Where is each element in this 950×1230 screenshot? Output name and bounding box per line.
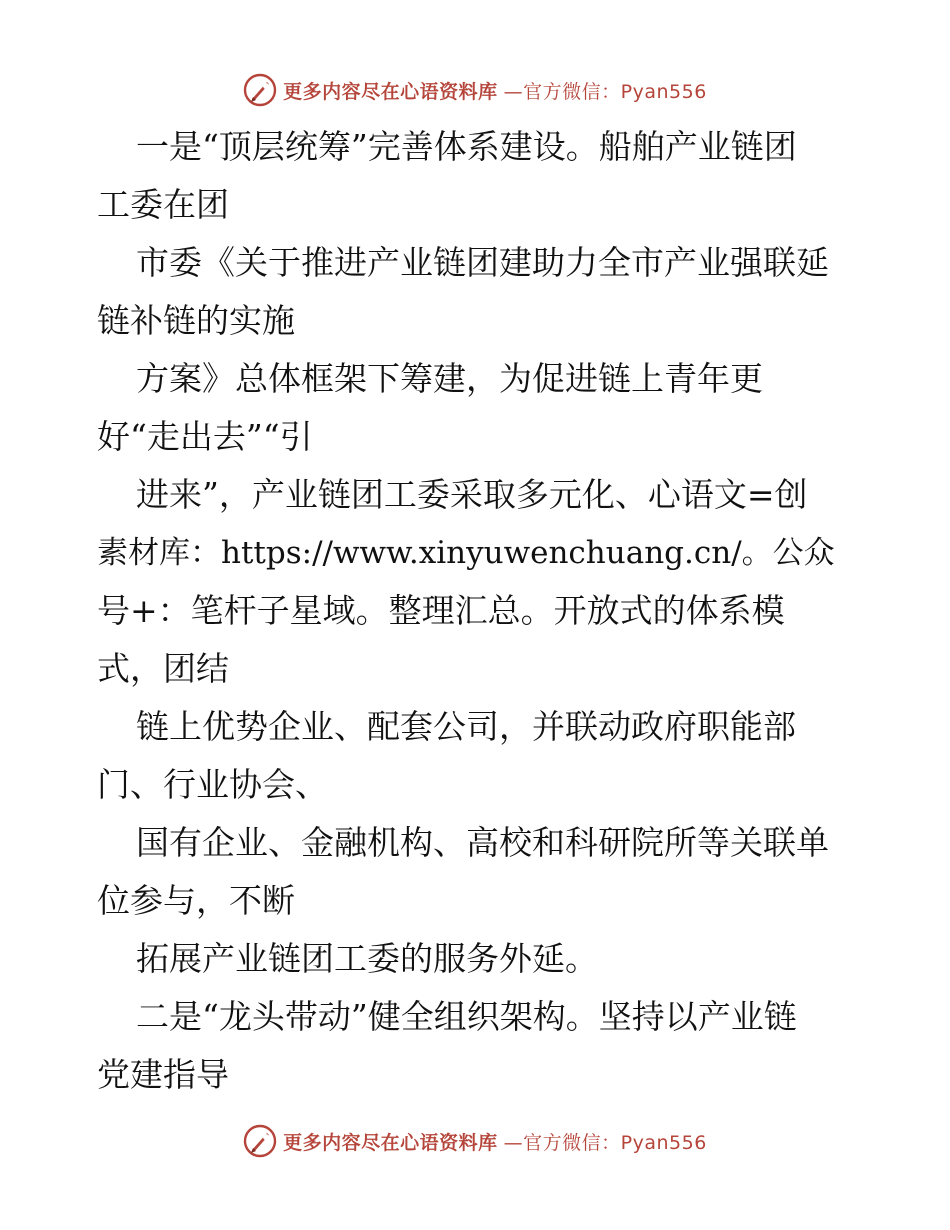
body-line: 拓展产业链团工委的服务外延。 xyxy=(136,939,598,978)
watermark-brand-text: 更多内容尽在心语资料库 xyxy=(283,80,498,103)
body-line: 工委在团 xyxy=(97,185,229,224)
watermark-contact-text: —官方微信：Pyan556 xyxy=(503,1131,707,1154)
watermark-brand-text: 更多内容尽在心语资料库 xyxy=(283,1131,498,1154)
body-line: 国有企业、金融机构、高校和科研院所等关联单 xyxy=(136,823,829,862)
body-line: 一是“顶层统筹”完善体系建设。船舶产业链团 xyxy=(136,127,797,166)
quill-pen-icon xyxy=(243,73,277,107)
body-line: 门、行业协会、 xyxy=(97,765,328,804)
body-line: 号+：笔杆子星域。整理汇总。开放式的体系模 xyxy=(97,591,785,630)
body-line: 方案》总体框架下筹建，为促进链上青年更 xyxy=(136,359,763,398)
body-line: 素材库：https://www.xinyuwenchuang.cn/。公众 xyxy=(97,535,835,571)
body-line: 好“走出去”“引 xyxy=(97,417,313,456)
document-body xyxy=(97,118,857,1104)
watermark-contact-text: —官方微信：Pyan556 xyxy=(503,80,707,103)
body-line: 二是“龙头带动”健全组织架构。坚持以产业链 xyxy=(136,997,797,1036)
header-watermark xyxy=(0,70,950,110)
body-line: 进来”，产业链团工委采取多元化、心语文=创 xyxy=(136,475,808,514)
footer-watermark xyxy=(0,1121,950,1161)
body-line: 式，团结 xyxy=(97,649,229,688)
body-line: 链补链的实施 xyxy=(97,301,295,340)
body-line: 市委《关于推进产业链团建助力全市产业强联延 xyxy=(136,243,829,282)
body-line: 链上优势企业、配套公司，并联动政府职能部 xyxy=(136,707,796,746)
quill-pen-icon xyxy=(243,1124,277,1158)
body-line: 党建指导 xyxy=(97,1055,229,1094)
body-line: 位参与，不断 xyxy=(97,881,295,920)
